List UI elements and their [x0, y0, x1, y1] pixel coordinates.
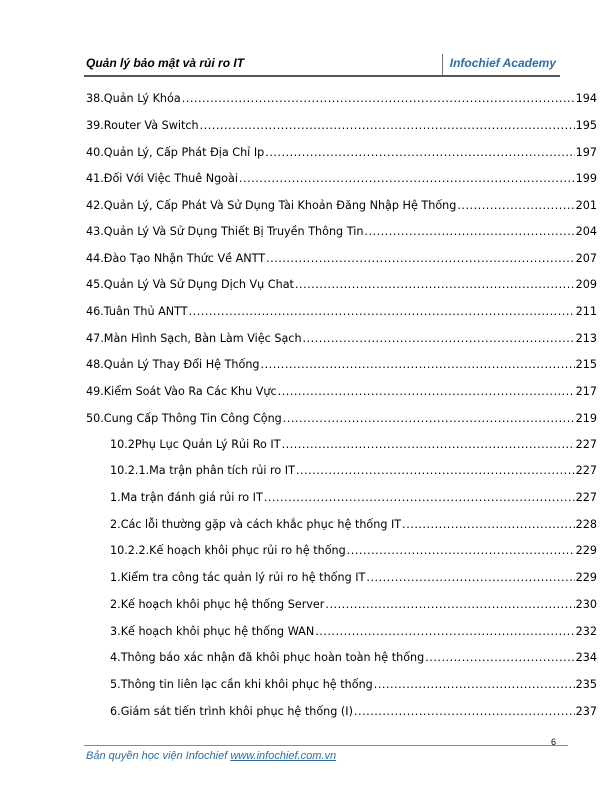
copyright-text: Bản quyền học viện Infochief: [86, 750, 228, 762]
toc-entry-label: Đối Với Việc Thuê Ngoài: [103, 172, 238, 185]
toc-entry[interactable]: [86, 305, 597, 318]
toc-leader-dots: [457, 199, 574, 212]
toc-entry-page: 215: [575, 358, 597, 371]
toc-entry-label: Router Và Switch: [103, 119, 199, 132]
footer-rule: [84, 745, 568, 746]
toc-entry[interactable]: [86, 332, 597, 345]
toc-entry-label: Kế hoạch khôi phục hệ thống Server: [120, 598, 325, 611]
toc-entry-label: Thông báo xác nhận đã khôi phục hoàn toàn hệ thống: [120, 651, 425, 664]
toc-entry[interactable]: [86, 412, 597, 425]
toc-entry-page: 213: [575, 332, 597, 345]
toc-leader-dots: [278, 385, 575, 398]
toc-leader-dots: [364, 225, 574, 238]
toc-entry-number: 49.: [86, 385, 104, 398]
toc-entry-number: 2.: [110, 518, 121, 531]
toc-leader-dots: [265, 146, 574, 159]
toc-leader-dots: [325, 598, 574, 611]
toc-entry[interactable]: [110, 705, 597, 718]
toc-entry-number: 38.: [86, 92, 104, 105]
toc-entry-number: 39.: [86, 119, 104, 132]
toc-entry[interactable]: [86, 172, 597, 185]
website-link[interactable]: www.infochief.com.vn: [230, 750, 337, 762]
toc-entry-page: 194: [575, 92, 597, 105]
toc-entry-page: 211: [575, 305, 597, 318]
toc-entry-label: Quản Lý Và Sử Dụng Dịch Vụ Chat: [103, 278, 294, 291]
toc-leader-dots: [200, 119, 575, 132]
toc-entry-page: 204: [575, 225, 597, 238]
toc-entry[interactable]: [86, 358, 597, 371]
toc-entry-page: 234: [575, 651, 597, 664]
toc-entry[interactable]: [110, 544, 597, 557]
toc-entry-label: Đào Tạo Nhận Thức Về ANTT: [103, 252, 266, 265]
toc-entry-page: 219: [575, 412, 597, 425]
toc-entry-label: Quản Lý Khóa: [103, 92, 181, 105]
toc-entry-page: 201: [575, 199, 597, 212]
toc-entry[interactable]: [110, 464, 597, 477]
toc-entry[interactable]: [110, 491, 597, 504]
toc-entry-label: Kiểm tra công tác quản lý rủi ro hệ thống IT: [120, 571, 366, 584]
toc-leader-dots: [295, 278, 575, 291]
toc-entry-number: 45.: [86, 278, 104, 291]
toc-entry-page: 207: [575, 252, 597, 265]
toc-entry-label: Kế hoạch khôi phục hệ thống WAN: [120, 625, 315, 638]
toc-entry-label: Giám sát tiến trình khôi phục hệ thống (I): [120, 705, 353, 718]
toc-leader-dots: [354, 705, 575, 718]
toc-entry-number: 5.: [110, 678, 121, 691]
toc-entry[interactable]: [110, 438, 597, 451]
toc-entry[interactable]: [110, 678, 597, 691]
toc-leader-dots: [347, 544, 575, 557]
toc-entry-page: 229: [575, 544, 597, 557]
toc-leader-dots: [189, 305, 575, 318]
toc-leader-dots: [182, 92, 575, 105]
page-footer: [86, 750, 336, 762]
toc-leader-dots: [264, 491, 575, 504]
toc-entry[interactable]: [110, 598, 597, 611]
toc-entry-page: 195: [575, 119, 597, 132]
toc-entry-label: Ma trận phân tích rủi ro IT: [149, 464, 295, 477]
page-number: 6: [551, 737, 557, 747]
toc-leader-dots: [261, 358, 575, 371]
toc-entry[interactable]: [86, 146, 597, 159]
toc-entry-page: 227: [575, 464, 597, 477]
toc-entry-number: 50.: [86, 412, 104, 425]
toc-leader-dots: [366, 571, 574, 584]
toc-entry-page: 199: [575, 172, 597, 185]
toc-entry-number: 48.: [86, 358, 104, 371]
toc-entry-number: 1.: [110, 571, 121, 584]
toc-entry-label: Tuân Thủ ANTT: [103, 305, 188, 318]
toc-entry-number: 2.: [110, 598, 121, 611]
toc-entry-page: 230: [575, 598, 597, 611]
toc-entry-number: 6.: [110, 705, 121, 718]
toc-entry-page: 237: [575, 705, 597, 718]
toc-entry-label: Quản Lý, Cấp Phát Và Sử Dụng Tài Khoản Đăng Nhập Hệ Thống: [103, 199, 457, 212]
toc-entry-page: 235: [575, 678, 597, 691]
toc-entry-number: 44.: [86, 252, 104, 265]
toc-entry-number: 4.: [110, 651, 121, 664]
toc-entry-number: 1.: [110, 491, 121, 504]
toc-entry-page: 197: [575, 146, 597, 159]
toc-entry[interactable]: [110, 571, 597, 584]
toc-entry-label: Thông tin liên lạc cần khi khôi phục hệ thống: [120, 678, 373, 691]
toc-entry-page: 227: [575, 438, 597, 451]
toc-entry-label: Cung Cấp Thông Tin Công Cộng: [103, 412, 282, 425]
toc-entry-label: Quản Lý Thay Đổi Hệ Thống: [103, 358, 260, 371]
toc-leader-dots: [374, 678, 575, 691]
toc-entry-number: 10.2: [110, 438, 135, 451]
toc-entry[interactable]: [110, 625, 597, 638]
toc-entry-label: Quản Lý Và Sử Dụng Thiết Bị Truyền Thông Tin: [103, 225, 364, 238]
brand-name: Infochief Academy: [449, 56, 556, 70]
toc-entry-label: Phụ Lục Quản Lý Rủi Ro IT: [134, 438, 281, 451]
toc-entry[interactable]: [86, 199, 597, 212]
toc-entry[interactable]: [86, 252, 597, 265]
header-rule: [84, 75, 560, 77]
toc-entry-page: 229: [575, 571, 597, 584]
document-title: Quản lý bảo mật và rủi ro IT: [86, 56, 245, 70]
toc-entry-label: Quản Lý, Cấp Phát Địa Chỉ Ip: [103, 146, 265, 159]
toc-leader-dots: [266, 252, 575, 265]
toc-entry-page: 227: [575, 491, 597, 504]
toc-entry[interactable]: [86, 385, 597, 398]
toc-entry-number: 43.: [86, 225, 104, 238]
toc-entry[interactable]: [110, 651, 597, 664]
toc-entry-label: Các lỗi thường gặp và cách khắc phục hệ thống IT: [120, 518, 402, 531]
toc-entry[interactable]: [86, 278, 597, 291]
toc-leader-dots: [239, 172, 575, 185]
toc-entry[interactable]: [86, 225, 597, 238]
page-header: [84, 54, 560, 76]
toc-leader-dots: [282, 438, 575, 451]
toc-entry-number: 3.: [110, 625, 121, 638]
toc-entry-number: 46.: [86, 305, 104, 318]
toc-entry-page: 232: [575, 625, 597, 638]
toc-entry-label: Màn Hình Sạch, Bàn Làm Việc Sạch: [103, 332, 302, 345]
toc-entry-number: 10.2.2.: [110, 544, 150, 557]
toc-entry-number: 40.: [86, 146, 104, 159]
toc-entry-page: 228: [575, 518, 597, 531]
toc-leader-dots: [283, 412, 575, 425]
toc-entry[interactable]: [110, 518, 597, 531]
header-divider: [442, 54, 443, 76]
toc-leader-dots: [296, 464, 575, 477]
toc-leader-dots: [425, 651, 574, 664]
toc-entry-number: 42.: [86, 199, 104, 212]
toc-entry-number: 47.: [86, 332, 104, 345]
toc-entry-number: 10.2.1.: [110, 464, 150, 477]
toc-entry-page: 217: [575, 385, 597, 398]
toc-entry-number: 41.: [86, 172, 104, 185]
toc-entry-label: Ma trận đánh giá rủi ro IT: [120, 491, 263, 504]
toc-entry[interactable]: [86, 92, 597, 105]
toc-entry-label: Kế hoạch khôi phục rủi ro hệ thống: [149, 544, 346, 557]
toc-entry-label: Kiểm Soát Vào Ra Các Khu Vực: [103, 385, 277, 398]
toc-leader-dots: [402, 518, 574, 531]
toc-entry-page: 209: [575, 278, 597, 291]
toc-leader-dots: [315, 625, 574, 638]
toc-leader-dots: [303, 332, 575, 345]
toc-entry[interactable]: [86, 119, 597, 132]
